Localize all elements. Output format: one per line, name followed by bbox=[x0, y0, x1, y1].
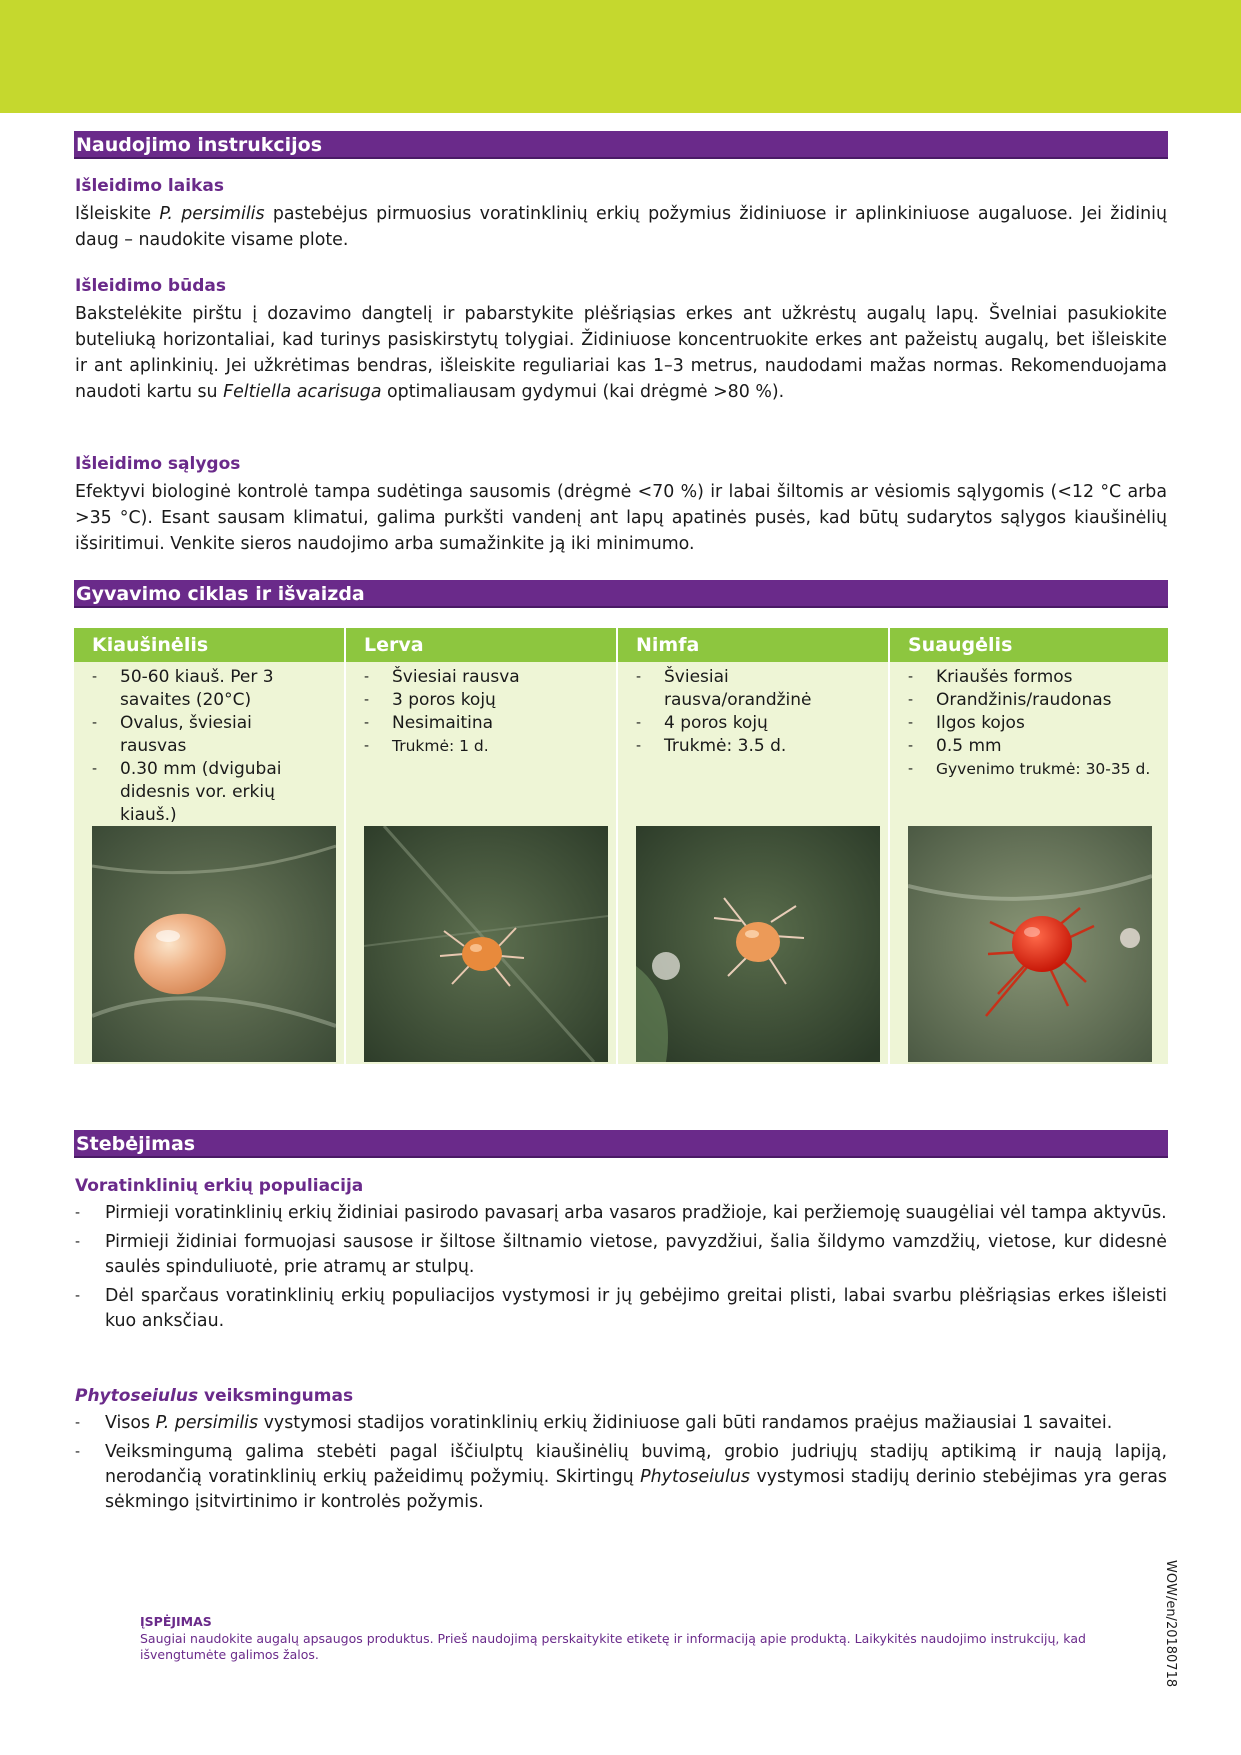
list-item: - Trukmė: 3.5 d. bbox=[636, 735, 880, 758]
section-title-lifecycle: Gyvavimo ciklas ir išvaizda bbox=[74, 580, 1168, 608]
stage-header-adult: Suaugėlis bbox=[890, 628, 1168, 662]
list-item: - Pirmieji židiniai formuojasi sausose ir šiltose šiltnamio vietose, pavyzdžiui, šalia šildymo vamzdžių, vietose, kur didesnė saulės spinduliuotė, prie atramų ar stulpų. bbox=[75, 1230, 1167, 1280]
release-time-heading: Išleidimo laikas bbox=[75, 176, 224, 196]
document-code: WOW/en/20180718 bbox=[1163, 1560, 1178, 1688]
list-item: - 3 poros kojų bbox=[364, 689, 608, 712]
list-item: - Šviesiai rausva bbox=[364, 666, 608, 689]
section-title-instructions: Naudojimo instrukcijos bbox=[74, 131, 1168, 159]
nymph-photo bbox=[636, 826, 880, 1062]
section-title-monitoring: Stebėjimas bbox=[74, 1130, 1168, 1158]
list-item: - 4 poros kojų bbox=[636, 712, 880, 735]
list-item: - Orandžinis/raudonas bbox=[908, 689, 1160, 712]
population-heading: Voratinklinių erkių populiacija bbox=[75, 1176, 364, 1196]
release-conditions-heading: Išleidimo sąlygos bbox=[75, 454, 241, 474]
list-item: - Visos P. persimilis vystymosi stadijos voratinklinių erkių židiniuose gali būti randamos praėjus mažiausiai 1 savaitei. bbox=[75, 1411, 1167, 1436]
list-item: - Kriaušės formos bbox=[908, 666, 1160, 689]
list-item: - Trukmė: 1 d. bbox=[364, 735, 608, 758]
stage-header-larva: Lerva bbox=[346, 628, 616, 662]
effectiveness-heading: Phytoseiulus veiksmingumas bbox=[75, 1386, 354, 1406]
list-item: - Ilgos kojos bbox=[908, 712, 1160, 735]
list-item: - Ovalus, šviesiai rausvas bbox=[92, 712, 304, 758]
release-time-text: Išleiskite P. persimilis pastebėjus pirmuosius voratinklinių erkių požymius židiniuose ir aplinkiniuose augaluose. Jei židinių daug – naudokite visame plote. bbox=[75, 204, 1167, 250]
release-method-heading: Išleidimo būdas bbox=[75, 276, 226, 296]
list-item: - Nesimaitina bbox=[364, 712, 608, 735]
list-item: - Gyvenimo trukmė: 30-35 d. bbox=[908, 758, 1160, 781]
population-list bbox=[75, 1201, 1167, 1338]
effectiveness-list bbox=[75, 1411, 1167, 1519]
list-item: - 50-60 kiauš. Per 3 savaites (20°C) bbox=[92, 666, 304, 712]
warning-text: Saugiai naudokite augalų apsaugos produktus. Prieš naudojimą perskaitykite etiketę ir informaciją apie produktą. Laikykitės naudojimo instrukcijų, kad išvengtumėte galimos žalos. bbox=[140, 1631, 1086, 1662]
list-item: - 0.5 mm bbox=[908, 735, 1160, 758]
stage-header-egg: Kiaušinėlis bbox=[74, 628, 344, 662]
list-item: - 0.30 mm (dvigubai didesnis vor. erkių kiauš.) bbox=[92, 758, 304, 827]
list-item: - Šviesiai rausva/orandžinė bbox=[636, 666, 880, 712]
list-item: - Veiksmingumą galima stebėti pagal iščiulptų kiaušinėlių buvimą, grobio judriųjų stadijų aptikimą ir naują lapiją, nerodančią voratinklinių erkių pažeidimų požymių. Skirtingų Phytoseiulus vystymosi stadijų derinio stebėjimas yra geras sėkmingo įsitvirtinimo ir kontrolės požymis. bbox=[75, 1440, 1167, 1515]
stage-header-nymph: Nimfa bbox=[618, 628, 888, 662]
egg-photo bbox=[92, 826, 336, 1062]
larva-photo bbox=[364, 826, 608, 1062]
list-item: - Dėl sparčaus voratinklinių erkių populiacijos vystymosi ir jų gebėjimo greitai plisti, labai svarbu plėšriąsias erkes išleisti kuo anksčiau. bbox=[75, 1284, 1167, 1334]
release-method-text: Bakstelėkite pirštu į dozavimo dangtelį ir pabarstykite plėšriąsias erkes ant užkrėstų augalų lapų. Švelniai pasukiokite buteliuką horizontaliai, kad turinys pasiskirstytų tolygiai. Židiniuose koncentruokite erkes ant pažeistų augalų, bet išleiskite ir ant aplinkinių. Jei užkrėtimas bendras, išleiskite reguliariai kas 1–3 metrus, naudodami mažas normas. Rekomenduojama naudoti kartu su Feltiella acarisuga optimaliausam gydymui (kai drėgmė >80 %). bbox=[75, 304, 1167, 402]
list-item: - Pirmieji voratinklinių erkių židiniai pasirodo pavasarį arba vasaros pradžioje, kai peržiemoję suaugėliai vėl tampa aktyvūs. bbox=[75, 1201, 1167, 1226]
release-conditions-text: Efektyvi biologinė kontrolė tampa sudėtinga sausomis (drėgmė <70 %) ir labai šiltomis ar vėsiomis sąlygomis (<12 °C arba >35 °C). Esant sausam klimatui, galima purkšti vandenį ant lapų apatinės pusės, kad būtų sudarytos sąlygos kiaušinėlių išsiritimui. Venkite sieros naudojimo arba sumažinkite ją iki minimumo. bbox=[75, 482, 1167, 554]
warning-title: ĮSPĖJIMAS bbox=[140, 1614, 212, 1629]
adult-photo bbox=[908, 826, 1152, 1062]
header-band bbox=[0, 0, 1241, 113]
